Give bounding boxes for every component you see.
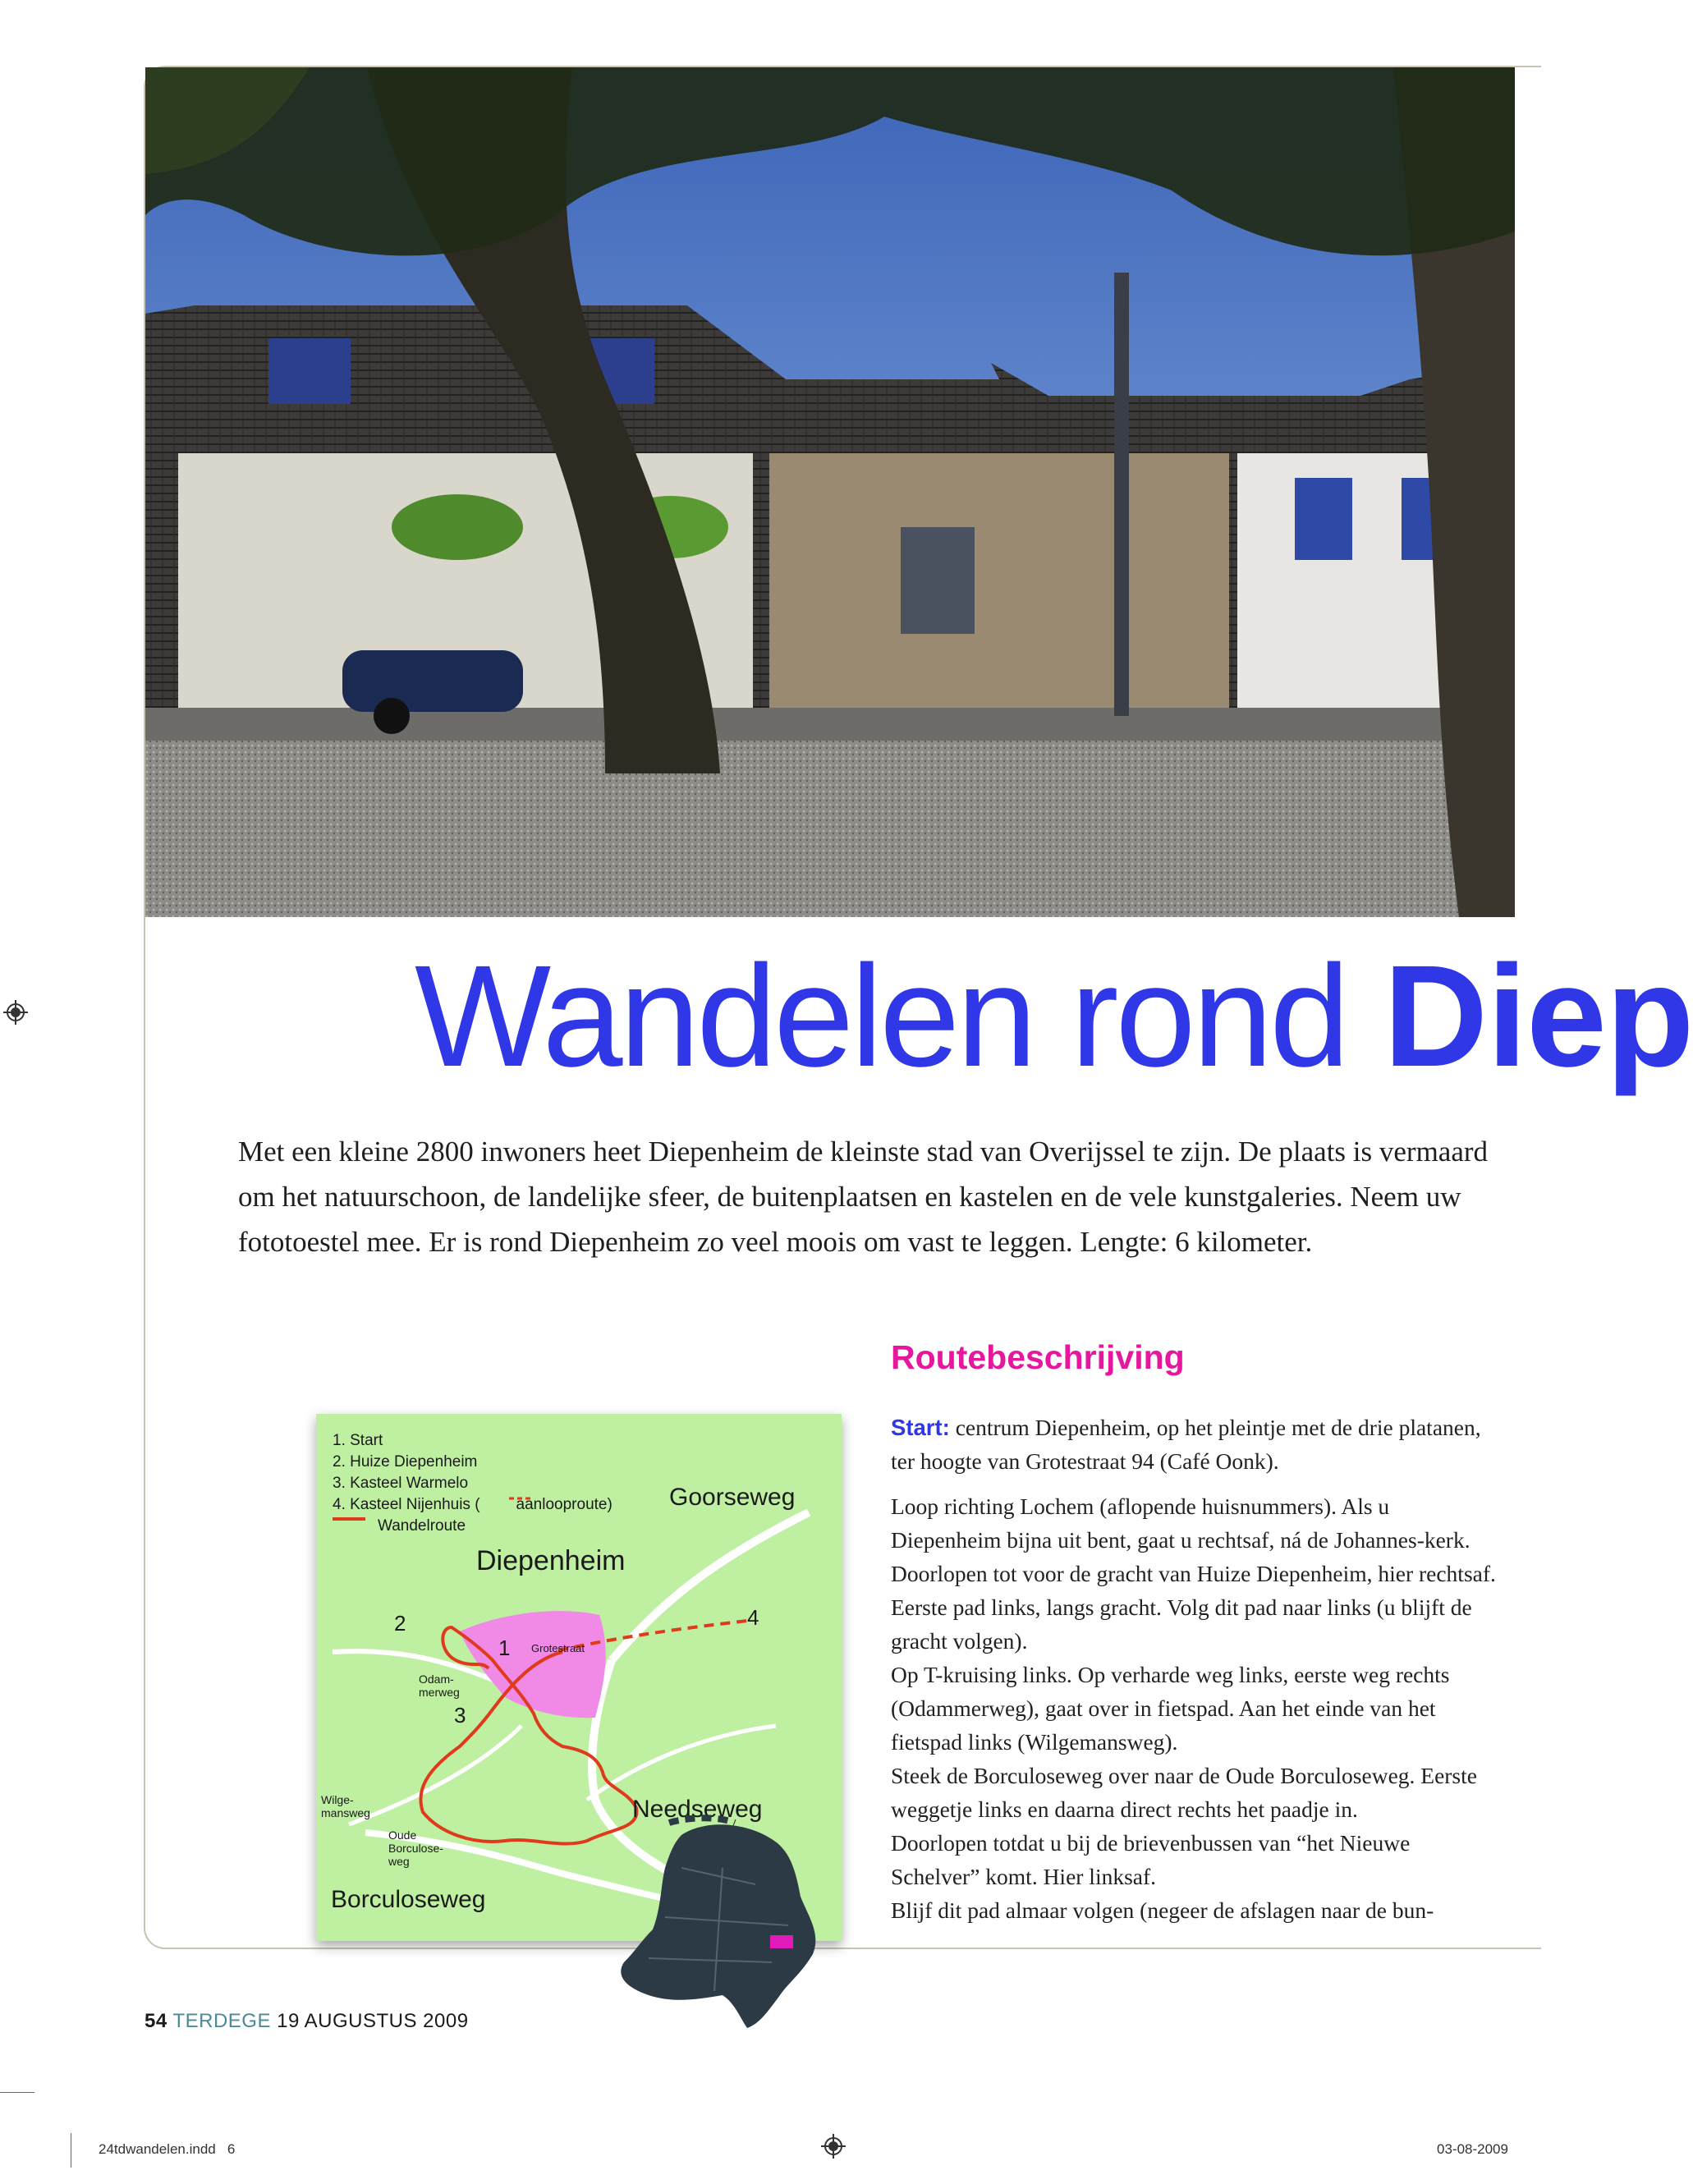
route-line: Op T-kruising links. Op verharde weg links, eerste weg rechts (Odammerweg), gaat over in fietspad. Aan het einde van het fietspad links (Wilgemansweg). bbox=[891, 1662, 1450, 1755]
marker-2: 2 bbox=[394, 1611, 406, 1636]
intro-paragraph: Met een kleine 2800 inwoners heet Diepenheim de kleinste stad van Overijssel te zijn. De plaats is vermaard om het natuurschoon, de landelijke sfeer, de buitenplaatsen en kastelen en de vele kunstgaleries. Neem uw fototoestel mee. Er is rond Diepenheim zo veel moois om vast te leggen. Lengte: 6 kilometer. bbox=[238, 1136, 1489, 1258]
registration-mark-left bbox=[3, 1000, 28, 1025]
marker-1: 1 bbox=[498, 1636, 511, 1660]
page-footer bbox=[145, 2010, 469, 2033]
route-line: Blijf dit pad almaar volgen (negeer de afslagen naar de bun- bbox=[891, 1897, 1434, 1923]
netherlands-locator-map bbox=[591, 1819, 837, 2032]
location-marker bbox=[770, 1935, 793, 1948]
crop-mark-horizontal bbox=[0, 2092, 34, 2093]
title-light: Wandelen rond bbox=[415, 936, 1384, 1097]
route-line: Loop richting Lochem (aflopende huisnummers). Als u Diepenheim bijna uit bent, gaat u rechtsaf, ná de Johannes-kerk. bbox=[891, 1493, 1470, 1553]
marker-3: 3 bbox=[454, 1703, 466, 1727]
route-line: Doorlopen tot voor de gracht van Huize Diepenheim, hier rechtsaf. Eerste pad links, langs gracht. Volg dit pad naar links (u blijft de gracht volgen). bbox=[891, 1561, 1496, 1654]
road-label-wilgemansweg: Wilge- mansweg bbox=[321, 1793, 370, 1819]
title-bold: Diep bbox=[1383, 936, 1693, 1097]
slug-filename: 24tdwandelen.indd 6 bbox=[99, 2141, 236, 2157]
legend-aanlooproute: aanlooproute) bbox=[516, 1496, 613, 1513]
route-line: Doorlopen totdat u bij de brievenbussen van “het Nieuwe Schelver” komt. Hier linksaf. bbox=[891, 1830, 1411, 1889]
road-label-goorseweg: Goorseweg bbox=[669, 1484, 796, 1511]
road-label-odammerweg: Odam- merweg bbox=[419, 1672, 460, 1699]
magazine-name: TERDEGE bbox=[172, 2010, 271, 2032]
route-description bbox=[891, 1411, 1498, 1939]
issue-date: 19 AUGUSTUS 2009 bbox=[277, 2010, 469, 2032]
slug-date: 03-08-2009 bbox=[1437, 2141, 1508, 2157]
legend-item: Wandelroute bbox=[378, 1517, 466, 1535]
start-text: centrum Diepenheim, op het pleintje met de drie platanen, ter hoogte van Grotestraat 94 (Café Oonk). bbox=[891, 1415, 1481, 1474]
road-label-needseweg: Needseweg bbox=[632, 1796, 763, 1823]
start-label: Start: bbox=[891, 1415, 950, 1440]
route-steps bbox=[891, 1489, 1498, 1927]
map-legend bbox=[333, 1430, 613, 1537]
road-label-oude-borculoseweg: Oude Borculose- weg bbox=[388, 1828, 443, 1868]
legend-item: 1. Start bbox=[333, 1432, 383, 1449]
registration-mark-bottom bbox=[821, 2134, 846, 2159]
route-start-paragraph bbox=[891, 1411, 1498, 1478]
article-title bbox=[415, 936, 1693, 1097]
legend-item: 4. Kasteel Nijenhuis ( aanlooproute) bbox=[333, 1496, 613, 1513]
legend-item: 2. Huize Diepenheim bbox=[333, 1453, 478, 1471]
town-label: Diepenheim bbox=[476, 1545, 626, 1576]
hero-photo bbox=[145, 67, 1515, 917]
route-heading: Routebeschrijving bbox=[891, 1338, 1185, 1376]
road-label-grotestraat: Grotestraat bbox=[531, 1642, 585, 1654]
route-line: Steek de Borculoseweg over naar de Oude Borculoseweg. Eerste weggetje links en daarna direct rechts het paadje in. bbox=[891, 1763, 1477, 1822]
legend-item: 3. Kasteel Warmelo bbox=[333, 1475, 469, 1492]
road-label-borculoseweg: Borculoseweg bbox=[331, 1886, 486, 1913]
marker-4: 4 bbox=[747, 1605, 759, 1630]
page-number: 54 bbox=[145, 2010, 167, 2032]
